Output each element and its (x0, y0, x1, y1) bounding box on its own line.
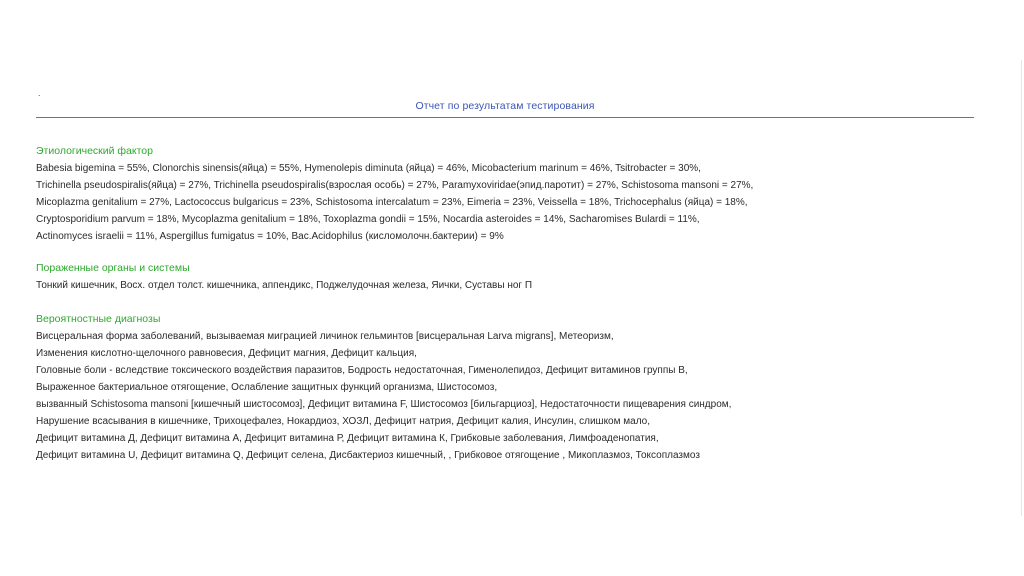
organs-heading: Пораженные органы и системы (36, 262, 190, 274)
diagnosis-line: Выраженное бактериальное отягощение, Ослабление защитных функций организма, Шистосомоз, (36, 382, 498, 393)
etiology-line: Actinomyces israelii = 11%, Aspergillus fumigatus = 10%, Bac.Acidophilus (кисломолочн.бактерии) = 9% (36, 231, 504, 242)
etiology-line: Cryptosporidium parvum = 18%, Mycoplazma genitalium = 18%, Toxoplazma gondii = 15%, Nocardia asteroides = 14%, Sacharomises Bulardi = 11%, (36, 214, 700, 225)
etiology-section (36, 143, 976, 245)
etiology-heading: Этиологический фактор (36, 145, 153, 157)
etiology-line: Babesia bigemina = 55%, Clonorchis sinensis(яйца) = 55%, Hymenolepis diminuta (яйца) = 46%, Micobacterium marinum = 46%, Tsitrobacter = 30%, (36, 163, 701, 174)
etiology-line: Trichinella pseudospiralis(яйца) = 27%, Trichinella pseudospiralis(взрослая особь) = 27%, Paramyxoviridae(эпид.паротит) = 27%, Schistosoma mansoni = 27%, (36, 180, 754, 191)
organs-line: Тонкий кишечник, Восх. отдел толст. кишечника, аппендикс, Поджелудочная железа, Яички, Суставы ног П (36, 280, 533, 291)
diagnosis-line: Дефицит витамина U, Дефицит витамина Q, Дефицит селена, Дисбактериоз кишечный, , Грибковое отягощение , Микоплазмоз, Токсоплазмоз (36, 450, 700, 461)
title-divider (36, 117, 974, 118)
page-edge-divider (1021, 60, 1022, 516)
diagnosis-line: Нарушение всасывания в кишечнике, Трихоцефалез, Нокардиоз, ХОЗЛ, Дефицит натрия, Дефицит калия, Инсулин, слишком мало, (36, 416, 650, 427)
diagnoses-heading: Вероятностные диагнозы (36, 313, 161, 325)
diagnosis-line: Изменения кислотно-щелочного равновесия, Дефицит магния, Дефицит кальция, (36, 348, 417, 359)
corner-mark: . (38, 88, 41, 98)
diagnosis-line: Дефицит витамина Д, Дефицит витамина А, Дефицит витамина Р, Дефицит витамина К, Грибковые заболевания, Лимфоаденопатия, (36, 433, 659, 444)
diagnosis-line: Висцеральная форма заболеваний, вызываемая миграцией личинок гельминтов [висцеральная Larva migrans], Метеоризм, (36, 331, 614, 342)
report-title: Отчет по результатам тестирования (415, 100, 595, 112)
etiology-line: Micoplazma genitalium = 27%, Lactococcus bulgaricus = 23%, Schistosoma intercalatum = 23%, Eimeria = 23%, Veissella = 18%, Trichocephalus (яйца) = 18%, (36, 197, 748, 208)
diagnoses-section (36, 311, 976, 464)
diagnosis-line: Головные боли - вследствие токсического воздействия паразитов, Бодрость недостаточная, Гименолепидоз, Дефицит витаминов группы В, (36, 365, 688, 376)
organs-section (36, 260, 976, 294)
diagnosis-line: вызванный Schistosoma mansoni [кишечный шистосомоз], Дефицит витамина F, Шистосомоз [бильгарциоз], Недостаточности пищеварения синдром, (36, 399, 732, 410)
